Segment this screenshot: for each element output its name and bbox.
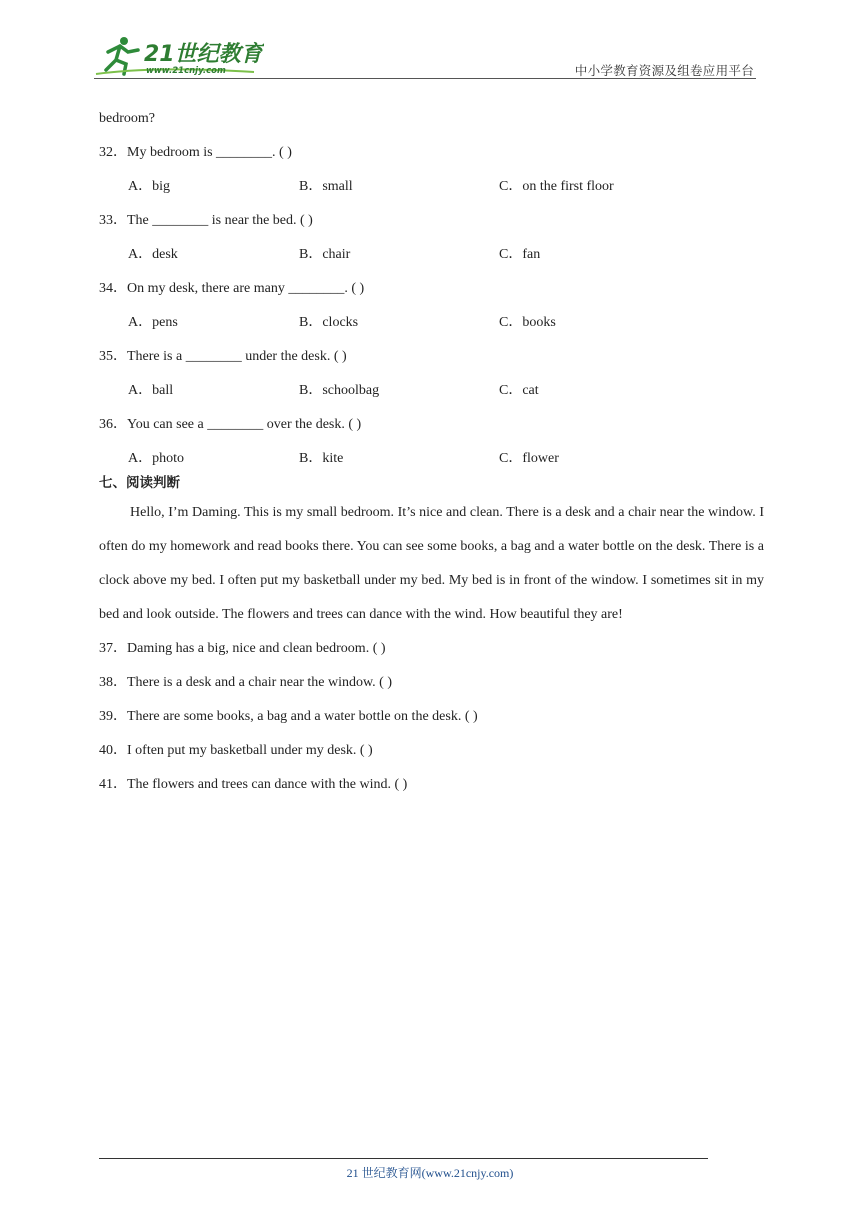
option-a[interactable]: A．desk	[128, 247, 178, 262]
passage-text: Hello, I’m Daming. This is my small bedroom. It’s nice and clean. There is a desk and a chair near the window. I often do my homework and read books there. You can see some books, a bag and a water bottle on the desk. There is a clock above my bed. I often put my basketball under my bed. My bed is in front of the window. I sometimes sit in my bed and look outside. The flowers and trees can dance with the wind. How beautiful they are!	[99, 505, 764, 622]
reading-passage	[99, 496, 764, 632]
option-c[interactable]: C．on the first floor	[499, 179, 614, 194]
question-34	[99, 272, 764, 340]
question-32	[99, 136, 764, 204]
option-c[interactable]: C．fan	[499, 247, 541, 262]
option-b[interactable]: B．schoolbag	[299, 383, 380, 398]
footer-divider	[99, 1158, 708, 1159]
judgement-40: 40．I often put my basketball under my desk. ( )	[99, 743, 373, 758]
question-stem: 35．There is a ________ under the desk. ( )	[99, 349, 347, 364]
carry-over-text: bedroom?	[99, 111, 155, 126]
judgement-39: 39．There are some books, a bag and a water bottle on the desk. ( )	[99, 709, 478, 724]
footer-source: 21 世纪教育网(www.21cnjy.com)	[346, 1166, 514, 1180]
judgement-37: 37．Daming has a big, nice and clean bedroom. ( )	[99, 641, 386, 656]
question-stem: 36．You can see a ________ over the desk. ( )	[99, 417, 362, 432]
option-b[interactable]: B．chair	[299, 247, 351, 262]
option-a[interactable]: A．ball	[128, 383, 174, 398]
section-title: 七、阅读判断	[99, 475, 180, 491]
question-stem: 33．The ________ is near the bed. ( )	[99, 213, 313, 228]
page-content	[99, 102, 764, 802]
header-divider	[94, 78, 756, 79]
question-stem: 34．On my desk, there are many ________. ( )	[99, 281, 365, 296]
option-c[interactable]: C．flower	[499, 451, 559, 466]
svg-text:21世纪教育: 21世纪教育	[144, 42, 263, 67]
platform-label: 中小学教育资源及组卷应用平台	[574, 64, 754, 78]
option-a[interactable]: A．big	[128, 179, 170, 194]
option-a[interactable]: A．pens	[128, 315, 178, 330]
question-33	[99, 204, 764, 272]
option-a[interactable]: A．photo	[128, 451, 184, 466]
question-36	[99, 408, 764, 476]
options-row	[99, 374, 764, 408]
question-35	[99, 340, 764, 408]
option-b[interactable]: B．small	[299, 179, 353, 194]
options-row	[99, 306, 764, 340]
judgement-41: 41．The flowers and trees can dance with the wind. ( )	[99, 777, 408, 792]
option-c[interactable]: C．books	[499, 315, 556, 330]
logo-21cnjy	[94, 32, 264, 78]
options-row	[99, 442, 764, 476]
options-row	[99, 170, 764, 204]
option-b[interactable]: B．clocks	[299, 315, 359, 330]
svg-text:www.21cnjy.com: www.21cnjy.com	[146, 66, 226, 76]
question-stem: 32．My bedroom is ________. ( )	[99, 145, 292, 160]
judgement-38: 38．There is a desk and a chair near the window. ( )	[99, 675, 392, 690]
options-row	[99, 238, 764, 272]
option-c[interactable]: C．cat	[499, 383, 539, 398]
page-header	[94, 32, 756, 80]
option-b[interactable]: B．kite	[299, 451, 344, 466]
